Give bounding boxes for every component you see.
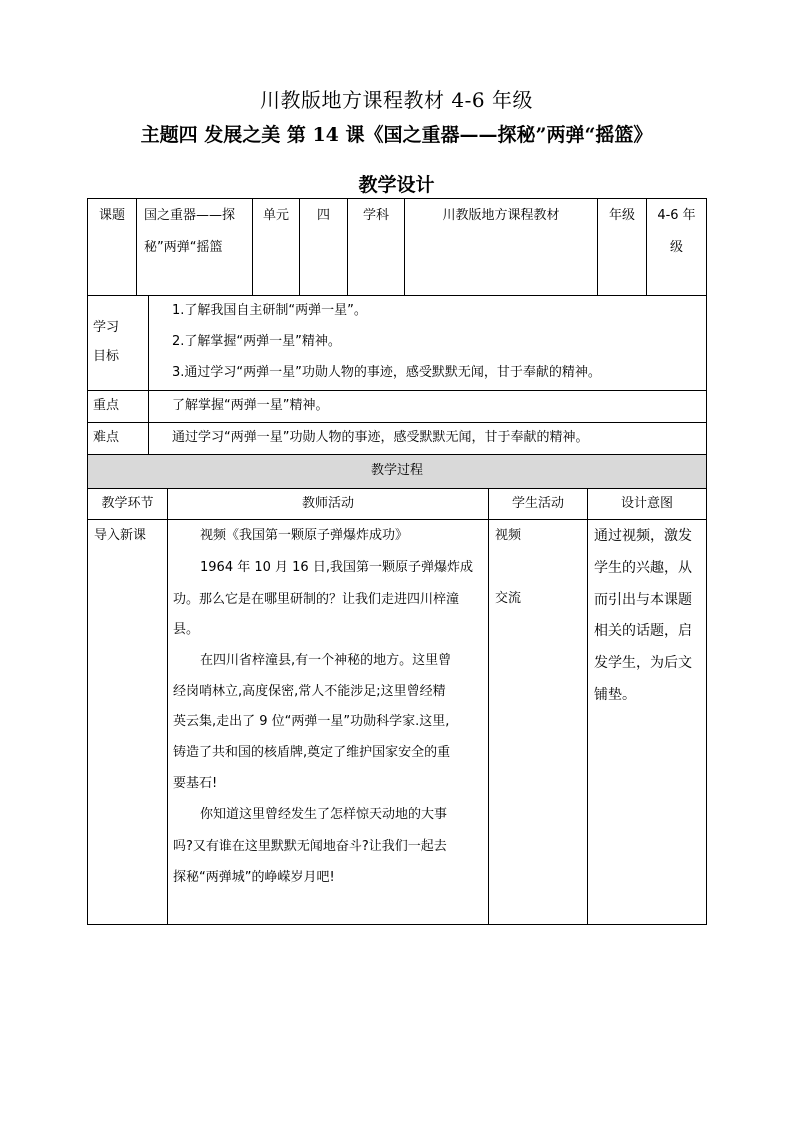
step-cell: 导入新课 xyxy=(94,528,147,543)
teacher-line: 你知道这里曾经发生了怎样惊天动地的大事 xyxy=(200,807,448,822)
course-title-label: 课题 xyxy=(98,208,125,223)
objectives-label-line1: 学习 xyxy=(93,320,120,335)
intent-line: 通过视频，激发 xyxy=(594,528,692,544)
grade-value-line2: 级 xyxy=(669,240,683,255)
unit-label: 单元 xyxy=(262,208,289,223)
grade-label: 年级 xyxy=(608,208,635,223)
teacher-line: 在四川省梓潼县,有一个神秘的地方。这里曾 xyxy=(200,653,452,668)
col-header-teacher: 教师活动 xyxy=(301,496,354,511)
teacher-line: 1964 年 10 月 16 日,我国第一颗原子弹爆炸成 xyxy=(200,560,473,575)
student-activity-discuss: 交流 xyxy=(495,591,522,606)
col-header-student: 学生活动 xyxy=(511,496,564,511)
difficulty-label: 难点 xyxy=(93,430,120,445)
intent-line: 铺垫。 xyxy=(594,687,636,703)
student-activity-video: 视频 xyxy=(495,528,522,543)
unit-value: 四 xyxy=(316,208,330,223)
subject-label: 学科 xyxy=(362,208,389,223)
intent-line: 发学生，为后文 xyxy=(594,655,692,671)
course-title-value-line1: 国之重器——探 xyxy=(144,208,236,223)
objective-item: 3.通过学习“两弹一星”功勋人物的事迹，感受默默无闻，甘于奉献的精神。 xyxy=(172,365,601,380)
difficulty-text: 通过学习“两弹一星”功勋人物的事迹，感受默默无闻，甘于奉献的精神。 xyxy=(172,430,589,445)
key-point-text: 了解掌握“两弹一星”精神。 xyxy=(172,398,329,413)
teacher-line: 要基石! xyxy=(173,776,218,791)
teacher-line: 经岗哨林立,高度保密,常人不能涉足;这里曾经精 xyxy=(173,684,446,699)
subject-value: 川教版地方课程教材 xyxy=(442,208,560,223)
intent-line: 学生的兴趣，从 xyxy=(594,560,692,576)
objective-item: 2.了解掌握“两弹一星”精神。 xyxy=(172,334,341,349)
doc-title-line3: 教学设计 xyxy=(358,174,435,196)
course-title-value-line2: 秘”两弹“摇篮 xyxy=(144,240,223,255)
teacher-line: 铸造了共和国的核盾牌,奠定了维护国家安全的重 xyxy=(173,745,451,760)
objective-item: 1.了解我国自主研制“两弹一星”。 xyxy=(172,303,367,318)
objectives-label-line2: 目标 xyxy=(93,349,120,364)
col-header-step: 教学环节 xyxy=(101,496,154,511)
intent-line: 而引出与本课题 xyxy=(594,592,692,608)
col-header-intent: 设计意图 xyxy=(620,496,673,511)
teacher-line: 英云集,走出了 9 位“两弹一星”功勋科学家.这里, xyxy=(173,714,450,729)
process-header: 教学过程 xyxy=(370,463,423,478)
intent-line: 相关的话题，启 xyxy=(594,623,692,639)
teacher-line: 功。那么它是在哪里研制的？让我们走进四川梓潼 xyxy=(173,592,460,607)
teacher-line: 视频《我国第一颗原子弹爆炸成功》 xyxy=(200,528,409,543)
key-point-label: 重点 xyxy=(93,398,120,413)
doc-title-line1: 川教版地方课程教材 4-6 年级 xyxy=(260,88,533,112)
teacher-line: 探秘“两弹城”的峥嵘岁月吧! xyxy=(173,870,335,885)
doc-title-line2: 主题四 发展之美 第 14 课《国之重器——探秘”两弹“摇篮》 xyxy=(140,124,653,146)
teacher-line: 吗?又有谁在这里默默无闻地奋斗?让我们一起去 xyxy=(173,839,447,854)
grade-value-line1: 4-6 年 xyxy=(657,208,696,223)
teacher-line: 县。 xyxy=(173,622,200,637)
